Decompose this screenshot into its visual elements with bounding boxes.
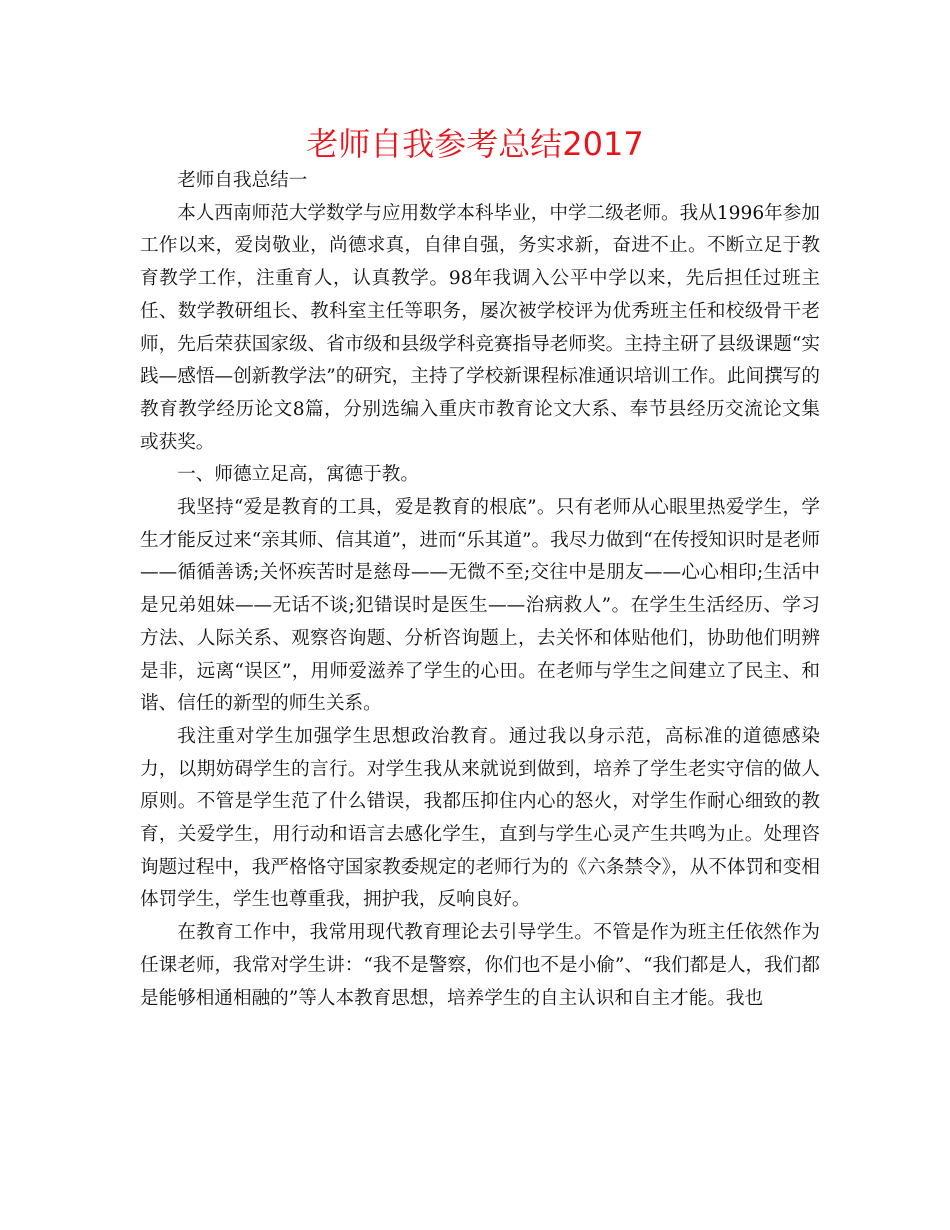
section-heading-teacher-summary-one: 老师自我总结一 bbox=[177, 170, 308, 191]
paragraph-love-education: 我坚持“爱是教育的工具，爱是教育的根底”。只有老师从心眼里热爱学生，学生才能反过来“亲其师、信其道”，进而“乐其道”。我尽力做到“在传授知识时是老师——循循善诱;关怀疾苦时是慈母——无微不至;交往中是朋友——心心相印;生活中是兄弟姐妹——无话不谈;犯错误时是医生——治病救人”。在学生生活经历、学习方法、人际关系、观察咨询题、分析咨询题上，去关怀和体贴他们，协助他们明辨是非，远离“误区”，用师爱滋养了学生的心田。在老师与学生之间建立了民主、和谐、信任的新型的师生关系。 bbox=[140, 497, 820, 715]
document-title: 老师自我参考总结2017 bbox=[306, 125, 644, 163]
document-body bbox=[140, 165, 820, 1015]
paragraph-introduction: 本人西南师范大学数学与应用数学本科毕业，中学二级老师。我从1996年参加工作以来，爱岗敬业，尚德求真，自律自强，务实求新，奋进不止。不断立足于教育教学工作，注重育人，认真教学。98年我调入公平中学以来，先后担任过班主任、数学教研组长、教科室主任等职务，屡次被学校评为优秀班主任和校级骨干老师，先后荣获国家级、省市级和县级学科竞赛指导老师奖。主持主研了县级课题“实践—感悟—创新教学法”的研究，主持了学校新课程标准通识培训工作。此间撰写的教育教学经历论文8篇，分别选编入重庆市教育论文大系、奉节县经历交流论文集或获奖。 bbox=[140, 202, 820, 453]
section-heading-teacher-ethics: 一、师德立足高，寓德于教。 bbox=[177, 464, 419, 486]
paragraph-moral-education: 我注重对学生加强学生思想政治教育。通过我以身示范，高标准的道德感染力，以期妨碍学生的言行。对学生我从来就说到做到，培养了学生老实守信的做人原则。不管是学生范了什么错误，我都压抑住内心的怒火，对学生作耐心细致的教育，关爱学生，用行动和语言去感化学生，直到与学生心灵产生共鸣为止。处理咨询题过程中，我严格恪守国家教委规定的老师行为的《六条禁令》，从不体罚和变相体罚学生，学生也尊重我，拥护我，反响良好。 bbox=[140, 725, 820, 911]
paragraph-modern-education-theory: 在教育工作中，我常用现代教育理论去引导学生。不管是作为班主任依然作为任课老师，我常对学生讲：“我不是警察，你们也不是小偷”、“我们都是人，我们都是能够相通相融的”等人本教育思想，培养学生的自主认识和自主才能。我也 bbox=[140, 922, 820, 1009]
